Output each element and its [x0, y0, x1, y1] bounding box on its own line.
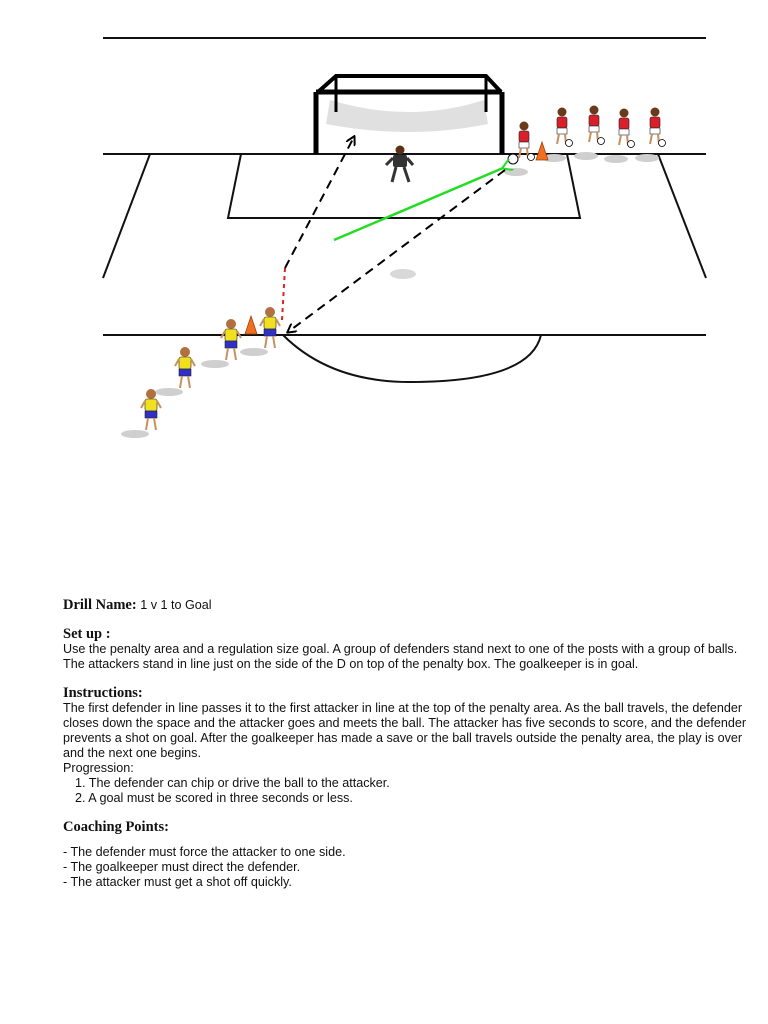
instructions-heading: Instructions:: [63, 685, 143, 701]
progression-item: 1. The defender can chip or drive the ball to the attacker.: [75, 776, 390, 790]
goalkeeper: [386, 146, 413, 183]
coaching-point: - The attacker must get a shot off quickly.: [63, 875, 292, 889]
coaching-heading: Coaching Points:: [63, 819, 169, 835]
ball: [508, 154, 518, 164]
drill-name-line: [63, 598, 753, 613]
progression-label: Progression:: [63, 761, 134, 775]
coaching-point: - The defender must force the attacker to one side.: [63, 845, 346, 859]
attacker-dribble: [282, 268, 285, 320]
shot-arrow: [285, 137, 354, 268]
goal: [316, 76, 502, 154]
drill-name-value: 1 v 1 to Goal: [140, 598, 212, 612]
instructions-text: The first defender in line passes it to the first attacker in line at the top of the penalty area. As the ball travels, the defender closes down the space and the attacker goes and meets the ball. The attacker has five seconds to score, and the defender prevents a shot on goal. After the goalkeeper has made a save or the ball travels outside the penalty area, the play is over and the next one begins.: [63, 701, 747, 760]
drill-diagram: [0, 0, 768, 460]
progression-item: 2. A goal must be scored in three seconds or less.: [75, 791, 353, 805]
setup-heading: Set up :: [63, 626, 111, 642]
defenders-group: [504, 106, 666, 177]
attacker-cone: [245, 316, 257, 334]
pass-arrow: [334, 168, 503, 240]
drill-description: [63, 598, 753, 890]
drill-name-label: Drill Name:: [63, 597, 137, 613]
defender-cone: [536, 142, 548, 160]
defender-run-arrow: [288, 170, 505, 332]
coaching-point: - The goalkeeper must direct the defender.: [63, 860, 301, 874]
setup-text: Use the penalty area and a regulation size goal. A group of defenders stand next to one of the posts with a group of balls. The attackers stand in line just on the side of the D on top of the penalty box. The goalkeeper is in goal.: [63, 642, 738, 671]
penalty-spot: [390, 269, 416, 279]
attackers-group: [121, 307, 280, 438]
